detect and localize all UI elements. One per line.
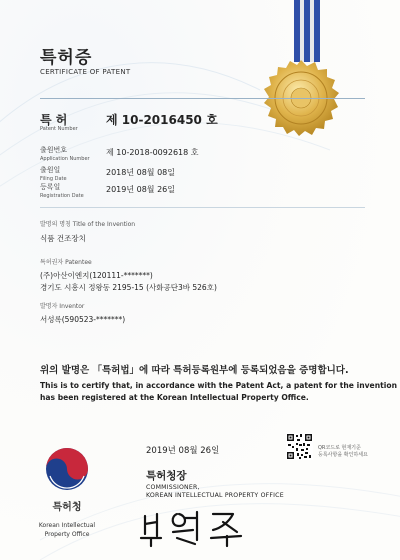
issue-date: 2019년 08월 26일	[146, 446, 220, 456]
patent-number-label: 특 허	[40, 113, 68, 127]
commissioner-title-en-1: COMMISSIONER,	[146, 484, 200, 491]
filing-date-value: 2018년 08월 08일	[106, 168, 175, 177]
filing-date-label: 출원일	[40, 166, 61, 174]
patent-number-value: 제 10-2016450 호	[106, 113, 218, 127]
patentee-label: 특허권자 Patentee	[40, 259, 92, 266]
invention-title-value: 식품 건조장치	[40, 234, 86, 243]
registration-date-label: 등록일	[40, 183, 61, 191]
certification-statement-en-2: has been registered at the Korean Intellectual Property Office.	[40, 393, 309, 402]
certificate-title: 특허증	[40, 48, 93, 68]
office-name-en-2: Property Office	[44, 531, 90, 538]
patentee-address: 경기도 시흥시 정왕동 2195-15 (사화공단3바 526호)	[40, 283, 217, 292]
patentee-name: (주)아산이엔지(120111-*******)	[40, 271, 153, 280]
office-name-en-1: Korean Intellectual	[38, 522, 96, 529]
kipo-logo-icon	[44, 446, 90, 492]
commissioner-title: 특허청장	[146, 470, 187, 482]
application-number-label: 출원번호	[40, 146, 68, 154]
application-number-value: 제 10-2018-0092618 호	[106, 148, 199, 157]
office-name: 특허청	[52, 502, 82, 513]
qr-note-1: QR코드로 현재기준	[318, 445, 361, 451]
inventor-value: 서성록(590523-*******)	[40, 315, 126, 324]
divider	[40, 98, 365, 99]
registration-date-value: 2019년 08월 26일	[106, 185, 175, 194]
inventor-label: 발명자 Inventor	[40, 303, 85, 310]
divider	[40, 207, 365, 208]
signature	[137, 504, 257, 548]
qr-note-2: 등록사항을 확인하세요	[318, 452, 368, 458]
certification-statement-en-1: This is to certify that, in accordance with the Patent Act, a patent for the invention	[40, 381, 397, 390]
invention-title-label: 발명의 명칭 Title of the Invention	[40, 221, 136, 228]
commissioner-title-en-2: KOREAN INTELLECTUAL PROPERTY OFFICE	[146, 492, 284, 499]
certification-statement-ko: 위의 발명은 「특허법」에 따라 특허등록원부에 등록되었음을 증명합니다.	[40, 365, 349, 376]
registration-date-label-en: Registration Date	[40, 193, 84, 199]
application-number-label-en: Application Number	[40, 156, 90, 162]
patent-number-label-en: Patent Number	[40, 126, 78, 132]
filing-date-label-en: Filing Date	[40, 176, 67, 182]
certificate-title-en: CERTIFICATE OF PATENT	[40, 68, 131, 76]
qr-code[interactable]	[286, 433, 313, 460]
